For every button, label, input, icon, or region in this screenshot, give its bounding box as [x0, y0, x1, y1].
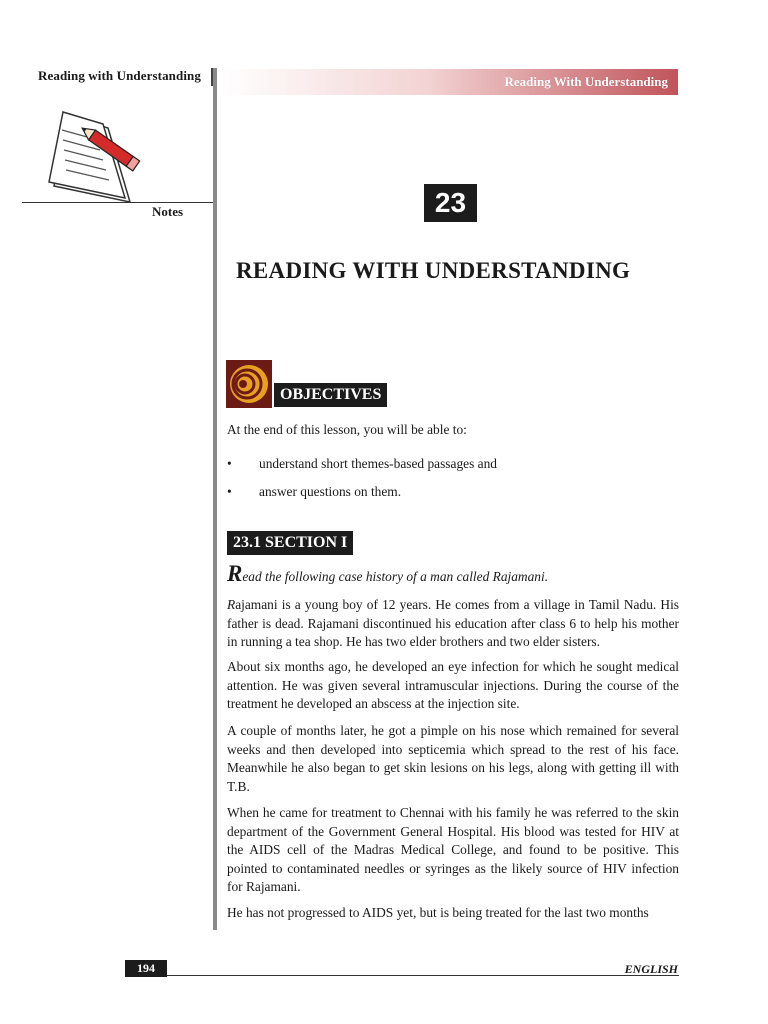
paragraph-2: About six months ago, he developed an eye infection for which he sought medical attention. He was given several intramuscular injections. During the course of the treatment he developed an abscess at the injection site. — [227, 659, 679, 711]
paragraph-1: Rajamani is a young boy of 12 years. He comes from a village in Tamil Nadu. His father is dead. Rajamani discontinued his education after class 6 to help his mother in running a tea shop. He has two elder brothers and two elder sisters. — [227, 597, 679, 649]
notes-rule — [22, 202, 213, 203]
page-number: 194 — [125, 960, 167, 977]
running-header-left: Reading with Understanding — [38, 68, 201, 83]
objectives-label: OBJECTIVES — [274, 383, 387, 407]
margin-divider — [213, 68, 217, 930]
paragraph-4: When he came for treatment to Chennai with his family he was referred to the skin department of the Government General Hospital. His blood was tested for HIV at the AIDS cell of the Madras Medical College, and found to be positive. This pointed to contaminated needles or syringes as the likely source of HIV infection for Rajamani. — [227, 805, 679, 894]
paragraph-5: He has not progressed to AIDS yet, but is being treated for the last two months — [227, 905, 649, 920]
objectives-target-icon — [226, 360, 272, 413]
notes-pencil-icon — [46, 108, 150, 213]
footer-rule — [167, 975, 679, 976]
objectives-intro: At the end of this lesson, you will be able to: — [227, 422, 467, 437]
section-heading: 23.1 SECTION I — [227, 531, 353, 555]
notes-label: Notes — [152, 204, 184, 219]
running-header-right: Reading With Understanding — [504, 74, 668, 89]
bullet-dot: • — [227, 484, 232, 499]
chapter-title: READING WITH UNDERSTANDING — [236, 258, 631, 283]
section-intro: Read the following case history of a man called Rajamani. — [227, 561, 549, 586]
bullet-dot: • — [227, 456, 232, 471]
chapter-number: 23 — [424, 184, 477, 222]
paragraph-3: A couple of months later, he got a pimple on his nose which remained for several weeks and then developed into septicemia which spread to the rest of his face. Meanwhile he also began to get skin lesions on his legs, along with getting ill with T.B. — [227, 723, 679, 794]
footer-subject: ENGLISH — [624, 962, 678, 976]
running-header-band — [222, 69, 678, 95]
